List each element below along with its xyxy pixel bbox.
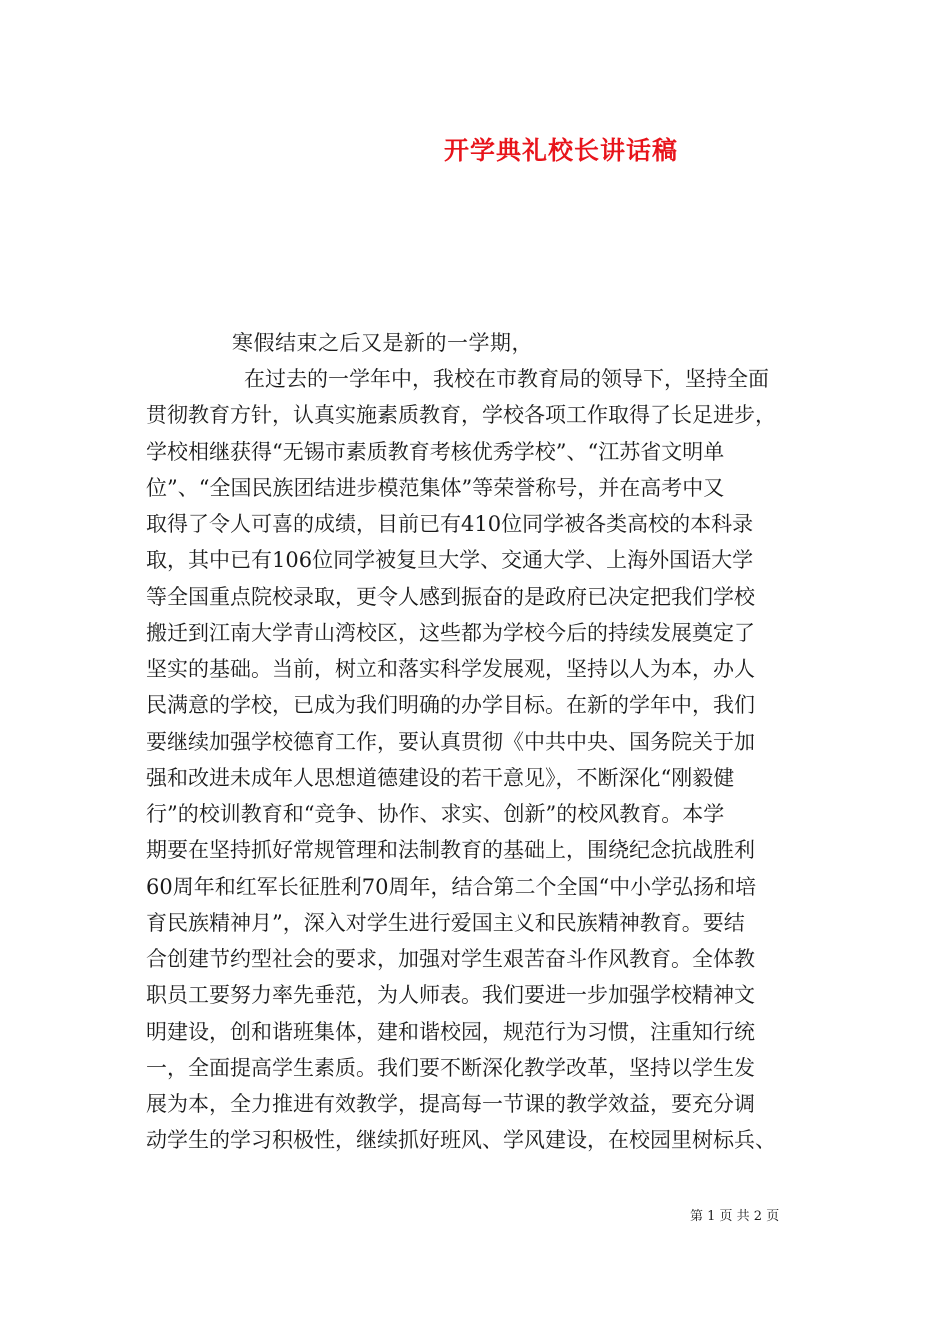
body-line: 育民族精神月”，深入对学生进行爱国主义和民族精神教育。要结	[146, 910, 745, 935]
body-line: 60周年和红军长征胜利70周年，结合第二个全国“中小学弘扬和培	[146, 874, 757, 899]
greeting-line: 寒假结束之后又是新的一学期，	[232, 331, 533, 355]
body-line: 坚实的基础。当前，树立和落实科学发展观，坚持以人为本，办人	[146, 657, 755, 681]
body-line: 贯彻教育方针，认真实施素质教育，学校各项工作取得了长足进步，	[146, 403, 776, 428]
body-paragraph	[146, 361, 808, 1159]
body-line: 动学生的学习积极性，继续抓好班风、学风建设，在校园里树标兵、	[146, 1128, 776, 1153]
body-line: 学校相继获得“无锡市素质教育考核优秀学校”、“江苏省文明单	[146, 439, 725, 464]
body-line: 在过去的一学年中，我校在市教育局的领导下，坚持全面	[244, 367, 769, 391]
body-line: 展为本，全力推进有效教学，提高每一节课的教学效益，要充分调	[146, 1092, 755, 1116]
body-line: 合创建节约型社会的要求，加强对学生艰苦奋斗作风教育。全体教	[146, 947, 755, 971]
page-number: 第 1 页 共 2 页	[690, 1209, 780, 1224]
body-line: 强和改进未成年人思想道德建设的若干意见》，不断深化“刚毅健	[146, 765, 735, 790]
body-line: 明建设，创和谐班集体，建和谐校园，规范行为习惯，注重知行统	[146, 1019, 755, 1044]
body-line: 取，其中已有106位同学被复旦大学、交通大学、上海外国语大学	[146, 548, 754, 573]
body-line: 期要在坚持抓好常规管理和法制教育的基础上，围绕纪念抗战胜利	[146, 838, 755, 863]
body-line: 取得了令人可喜的成绩，目前已有410位同学被各类高校的本科录	[146, 512, 754, 536]
body-line: 位”、“全国民族团结进步模范集体”等荣誉称号，并在高考中又	[146, 475, 725, 500]
body-line: 搬迁到江南大学青山湾校区，这些都为学校今后的持续发展奠定了	[146, 620, 755, 645]
body-line: 民满意的学校，已成为我们明确的办学目标。在新的学年中，我们	[146, 693, 755, 718]
body-line: 要继续加强学校德育工作，要认真贯彻《中共中央、国务院关于加	[146, 729, 755, 754]
body-line: 一，全面提高学生素质。我们要不断深化教学改革，坚持以学生发	[146, 1055, 755, 1080]
body-line: 等全国重点院校录取，更令人感到振奋的是政府已决定把我们学校	[146, 584, 755, 609]
body-line: 行”的校训教育和“竞争、协作、求实、创新”的校风教育。本学	[146, 802, 725, 826]
body-line: 职员工要努力率先垂范，为人师表。我们要进一步加强学校精神文	[146, 983, 755, 1008]
document-title: 开学典礼校长讲话稿	[443, 136, 678, 165]
